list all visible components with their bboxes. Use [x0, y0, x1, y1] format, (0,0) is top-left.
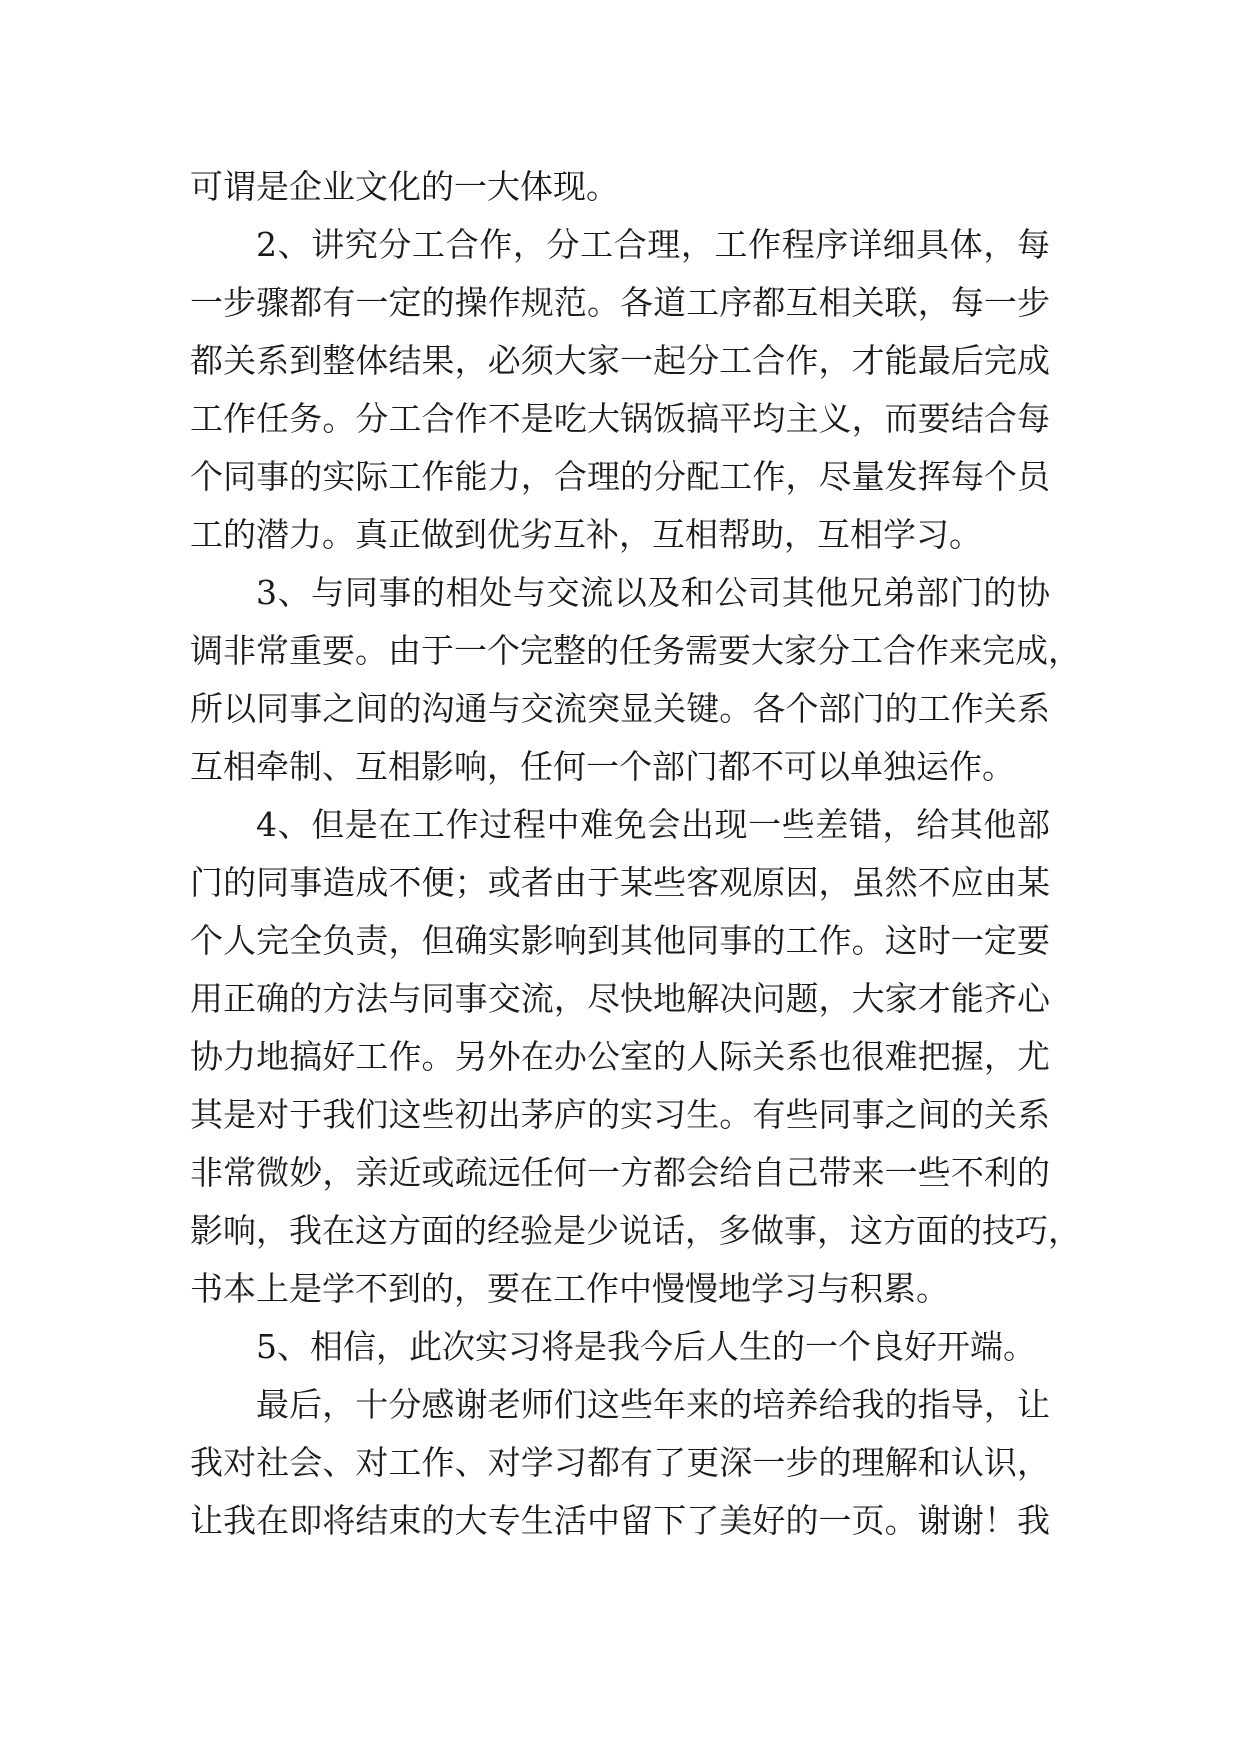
paragraph-continuation: [190, 158, 1050, 216]
text-line: 非常微妙，亲近或疏远任何一方都会给自己带来一些不利的: [190, 1153, 1050, 1192]
text-line: 书本上是学不到的，要在工作中慢慢地学习与积累。: [190, 1269, 949, 1308]
paragraph-closing: [190, 1376, 1050, 1550]
text-line: 工作任务。分工合作不是吃大锅饭搞平均主义，而要结合每: [190, 399, 1050, 438]
paragraph-item-3: [190, 564, 1081, 796]
text-line: 最后，十分感谢老师们这些年来的培养给我的指导，让: [256, 1385, 1050, 1424]
document-body: [190, 158, 1081, 1550]
text-line: 门的同事造成不便；或者由于某些客观原因，虽然不应由某: [190, 863, 1050, 902]
text-line: 5、相信，此次实习将是我今后人生的一个良好开端。: [256, 1327, 1036, 1366]
text-line: 所以同事之间的沟通与交流突显关键。各个部门的工作关系: [190, 689, 1050, 728]
text-line: 让我在即将结束的大专生活中留下了美好的一页。谢谢！我: [190, 1501, 1050, 1540]
text-line: 工的潜力。真正做到优劣互补，互相帮助，互相学习。: [190, 515, 982, 554]
text-line: 都关系到整体结果，必须大家一起分工合作，才能最后完成: [190, 341, 1050, 380]
text-line: 个同事的实际工作能力，合理的分配工作，尽量发挥每个员: [190, 457, 1050, 496]
text-line: 协力地搞好工作。另外在办公室的人际关系也很难把握，尤: [190, 1037, 1050, 1076]
text-line: 可谓是企业文化的一大体现。: [190, 167, 619, 206]
paragraph-item-4: [190, 796, 1081, 1318]
text-line: 我对社会、对工作、对学习都有了更深一步的理解和认识，: [190, 1443, 1050, 1482]
text-line: 调非常重要。由于一个完整的任务需要大家分工合作来完成，: [190, 631, 1081, 670]
paragraph-item-5: [190, 1318, 1050, 1376]
text-line: 一步骤都有一定的操作规范。各道工序都互相关联，每一步: [190, 283, 1050, 322]
text-line: 互相牵制、互相影响，任何一个部门都不可以单独运作。: [190, 747, 1015, 786]
text-line: 2、讲究分工合作，分工合理，工作程序详细具体，每: [256, 225, 1050, 264]
paragraph-item-2: [190, 216, 1050, 564]
text-line: 影响，我在这方面的经验是少说话，多做事，这方面的技巧，: [190, 1211, 1081, 1250]
text-line: 其是对于我们这些初出茅庐的实习生。有些同事之间的关系: [190, 1095, 1050, 1134]
text-line: 用正确的方法与同事交流，尽快地解决问题，大家才能齐心: [190, 979, 1050, 1018]
text-line: 3、与同事的相处与交流以及和公司其他兄弟部门的协: [256, 573, 1050, 612]
text-line: 个人完全负责，但确实影响到其他同事的工作。这时一定要: [190, 921, 1050, 960]
text-line: 4、但是在工作过程中难免会出现一些差错，给其他部: [256, 805, 1050, 844]
